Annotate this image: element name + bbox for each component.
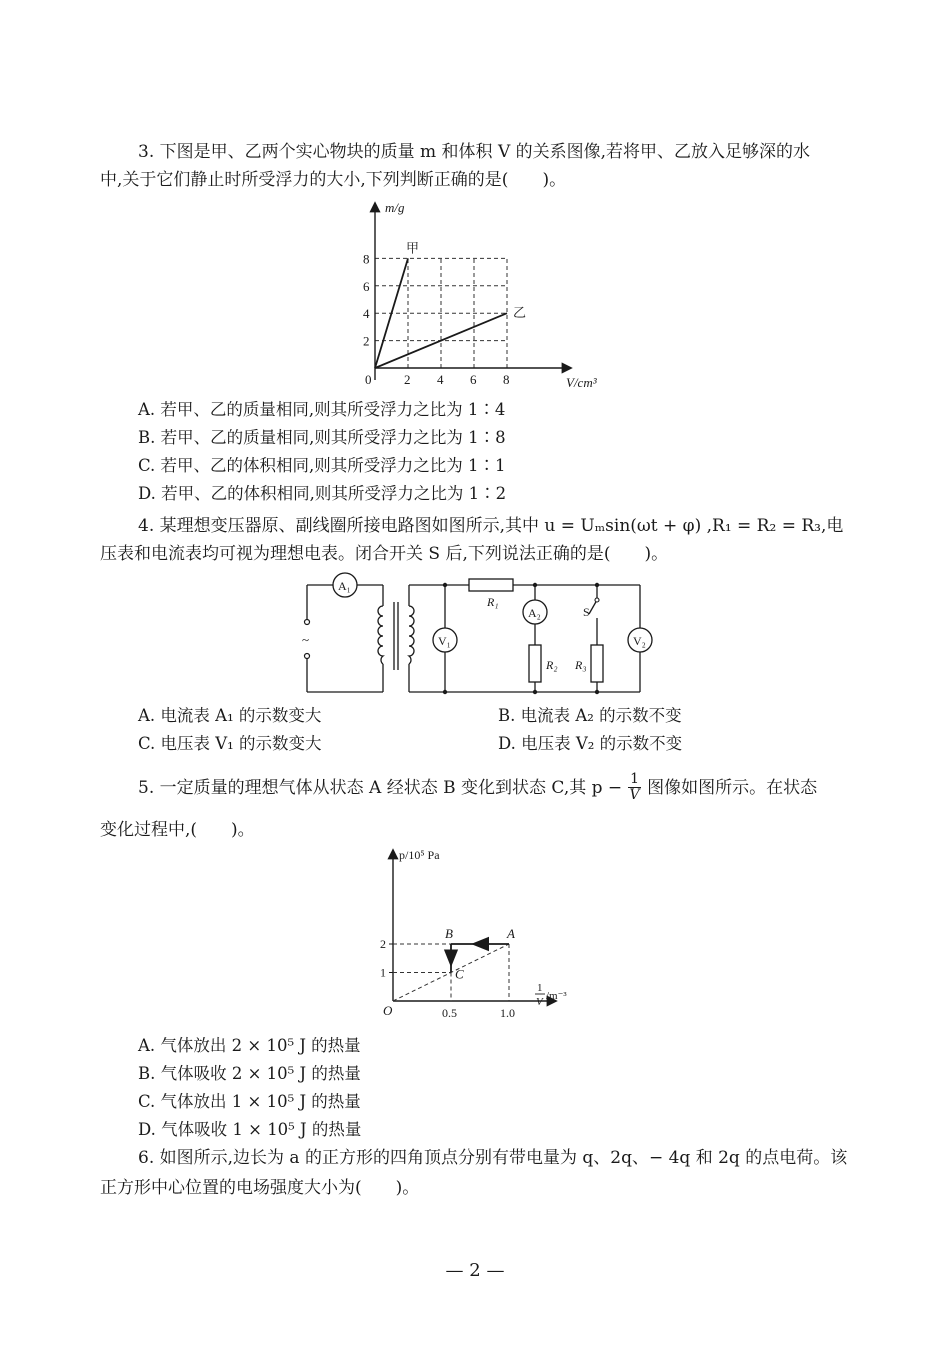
chart2-ylabel: p/10⁵ Pa: [399, 848, 440, 862]
q5-frac-num: 1: [630, 771, 640, 787]
q3-stem-line1: 3. 下图是甲、乙两个实心物块的质量 m 和体积 V 的关系图像,若将甲、乙放入足够深的水: [138, 142, 811, 162]
r3-resistor: [591, 645, 603, 682]
q5-frac-den: V: [629, 787, 640, 803]
q3-option-d: D. 若甲、乙的体积相同,则其所受浮力之比为 1∶2: [138, 484, 507, 503]
q4-option-b: B. 电流表 A₂ 的示数不变: [498, 706, 682, 725]
q3-option-a: A. 若甲、乙的质量相同,则其所受浮力之比为 1∶4: [138, 400, 506, 419]
q3-option-b: B. 若甲、乙的质量相同,则其所受浮力之比为 1∶8: [138, 428, 506, 447]
y-tick-6: 6: [363, 278, 370, 294]
q5-option-b: B. 气体吸收 2 × 10⁵ J 的热量: [138, 1064, 361, 1083]
svg-text:V: V: [536, 996, 543, 1008]
chart1-ylabel: m/g: [385, 200, 405, 215]
ac-source-label: ~: [302, 632, 310, 647]
q5-stem-line2: 变化过程中,( )。: [100, 820, 255, 840]
x-tick-6: 6: [470, 372, 477, 387]
x-tick-0.5: 0.5: [442, 1006, 457, 1020]
series-label-1: 乙: [513, 305, 527, 321]
mass-volume-chart: [345, 198, 605, 398]
y-tick-1: 1: [380, 965, 386, 980]
q4-option-a: A. 电流表 A₁ 的示数变大: [138, 706, 322, 725]
svg-text:1: 1: [537, 982, 543, 994]
series-label-0: 甲: [406, 240, 420, 256]
q5-fraction: [628, 772, 641, 803]
y-tick-4: 4: [363, 306, 370, 322]
r1-resistor: [469, 579, 513, 591]
a2-label: A₂: [528, 606, 541, 620]
state-label-C: C: [455, 966, 464, 982]
q5-stem-part2: 图像如图所示。在状态: [647, 777, 818, 798]
state-label-B: B: [445, 926, 453, 941]
x-tick-8: 8: [503, 372, 510, 387]
state-label-A: A: [507, 926, 515, 941]
x-tick-1.0: 1.0: [500, 1006, 515, 1020]
page-number: — 2 —: [445, 1260, 505, 1281]
chart2-xlabel: [535, 982, 567, 1008]
q4-option-d: D. 电压表 V₂ 的示数不变: [498, 734, 683, 753]
q5-option-c: C. 气体放出 1 × 10⁵ J 的热量: [138, 1092, 361, 1111]
chart1-xlabel: V/cm³: [566, 375, 597, 390]
q5-option-d: D. 气体吸收 1 × 10⁵ J 的热量: [138, 1120, 362, 1139]
y-tick-2: 2: [380, 937, 386, 951]
q4-stem-line2: 压表和电流表均可视为理想电表。闭合开关 S 后,下列说法正确的是( )。: [100, 544, 669, 564]
q4-stem-line1: 4. 某理想变压器原、副线圈所接电路图如图所示,其中 u = Uₘsin(ωt + φ) ,R₁ = R₂ = R₃,电: [138, 516, 844, 536]
q4-option-c: C. 电压表 V₁ 的示数变大: [138, 734, 322, 753]
svg-text:/m⁻³: /m⁻³: [546, 990, 567, 1002]
r3-label: R₃: [575, 658, 587, 672]
v2-label: V₂: [633, 634, 646, 648]
v1-label: V₁: [438, 634, 451, 648]
chart2-origin: O: [383, 1003, 393, 1018]
r1-label: R₁: [487, 595, 499, 609]
q5-stem-line1: [138, 772, 817, 803]
y-tick-8: 8: [363, 251, 370, 267]
q5-option-a: A. 气体放出 2 × 10⁵ J 的热量: [138, 1036, 361, 1055]
q3-option-c: C. 若甲、乙的体积相同,则其所受浮力之比为 1∶1: [138, 456, 506, 475]
q6-stem-line1: 6. 如图所示,边长为 a 的正方形的四角顶点分别有带电量为 q、2q、− 4q 和 2q 的点电荷。该: [138, 1148, 848, 1168]
q5-stem-part1: 5. 一定质量的理想气体从状态 A 经状态 B 变化到状态 C,其 p −: [138, 777, 623, 798]
chart1-origin: 0: [365, 372, 372, 387]
r2-resistor: [529, 645, 541, 682]
transformer-circuit-diagram: [295, 570, 675, 700]
q6-stem-line2: 正方形中心位置的电场强度大小为( )。: [100, 1178, 420, 1198]
r2-label: R₂: [546, 658, 558, 672]
pressure-volume-chart: [365, 843, 605, 1028]
a1-label: A₁: [338, 579, 351, 593]
switch-label: S: [583, 605, 590, 619]
y-tick-2: 2: [363, 333, 370, 349]
x-tick-4: 4: [437, 372, 444, 387]
x-tick-2: 2: [404, 372, 411, 387]
q3-stem-line2: 中,关于它们静止时所受浮力的大小,下列判断正确的是( )。: [100, 170, 567, 190]
